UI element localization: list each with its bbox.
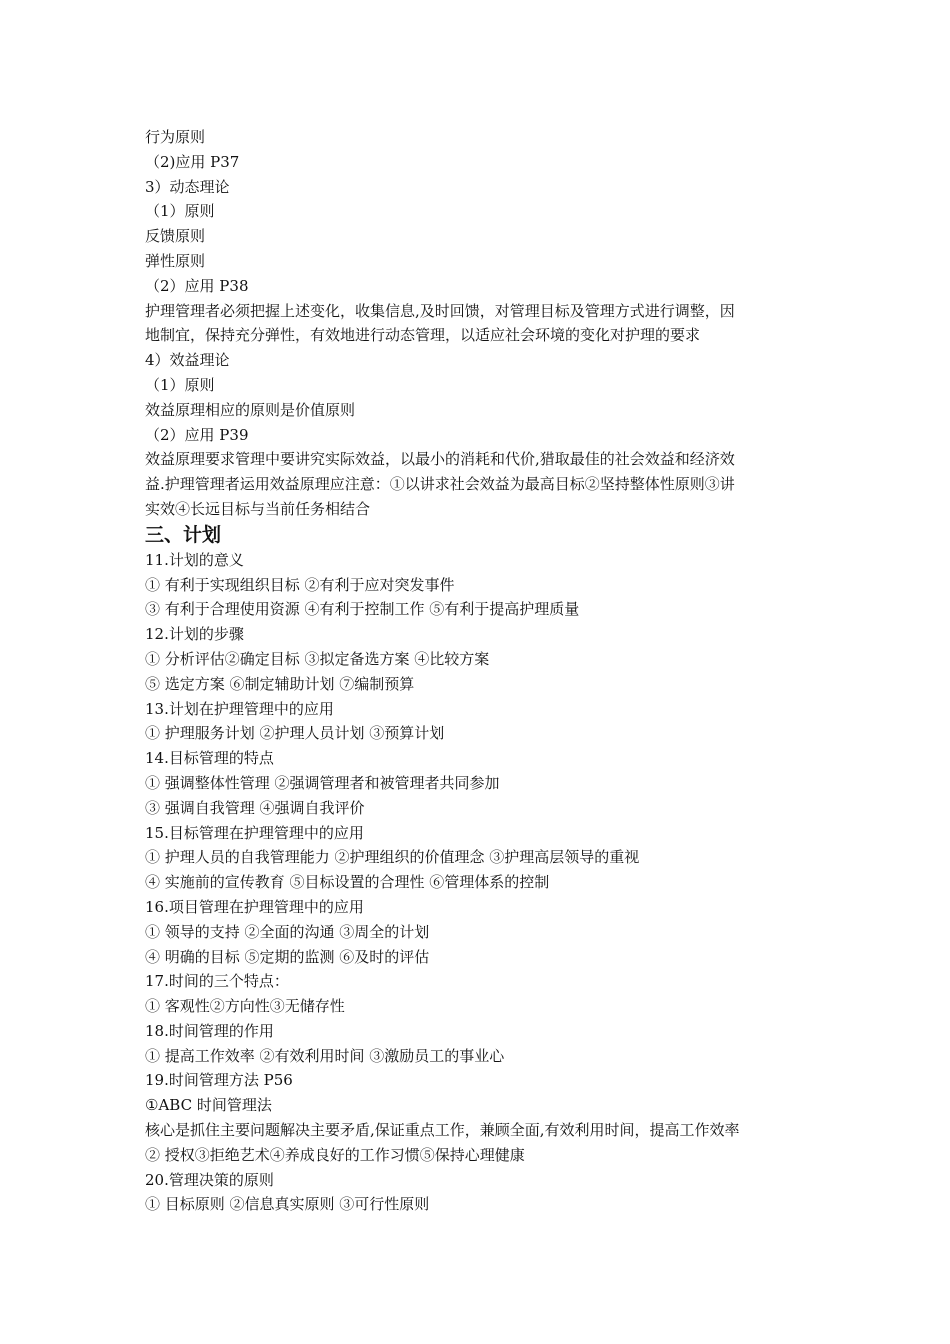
text-line: ② 授权③拒绝艺术④养成良好的工作习惯⑤保持心理健康 — [145, 1145, 525, 1164]
text-line: ①ABC 时间管理法 — [145, 1096, 272, 1115]
plan-section — [145, 548, 825, 1218]
text-line: ① 护理服务计划 ②护理人员计划 ③预算计划 — [145, 724, 445, 743]
text-line: （2）应用 P38 — [145, 276, 249, 295]
text-line: ① 客观性②方向性③无储存性 — [145, 997, 345, 1016]
text-line: 13.计划在护理管理中的应用 — [145, 699, 334, 718]
text-line: 18.时间管理的作用 — [145, 1021, 274, 1040]
text-line: ① 领导的支持 ②全面的沟通 ③周全的计划 — [145, 922, 430, 941]
text-line: 15.目标管理在护理管理中的应用 — [145, 823, 364, 842]
text-line: 行为原则 — [145, 128, 206, 146]
document-page — [145, 125, 825, 1217]
text-line: （1）原则 — [145, 375, 215, 394]
text-line: 实效④长远目标与当前任务相结合 — [145, 499, 371, 518]
text-line: 4）效益理论 — [145, 351, 230, 370]
text-line: ① 强调整体性管理 ②强调管理者和被管理者共同参加 — [145, 773, 500, 792]
text-line: 效益原理相应的原则是价值原则 — [145, 400, 356, 419]
text-line: （2)应用 P37 — [145, 152, 240, 171]
text-line: 护理管理者必须把握上述变化，收集信息,及时回馈，对管理目标及管理方式进行调整，因 — [145, 301, 735, 320]
text-line: ① 有利于实现组织目标 ②有利于应对突发事件 — [145, 575, 455, 594]
text-line: （1）原则 — [145, 202, 215, 221]
text-line: 弹性原则 — [145, 251, 206, 270]
text-line: ④ 实施前的宣传教育 ⑤目标设置的合理性 ⑥管理体系的控制 — [145, 873, 550, 892]
text-line: ① 提高工作效率 ②有效利用时间 ③激励员工的事业心 — [145, 1046, 505, 1065]
text-line: ① 护理人员的自我管理能力 ②护理组织的价值理念 ③护理高层领导的重视 — [145, 848, 640, 867]
text-line: ③ 有利于合理使用资源 ④有利于控制工作 ⑤有利于提高护理质量 — [145, 600, 580, 619]
text-line: ⑤ 选定方案 ⑥制定辅助计划 ⑦编制预算 — [145, 674, 415, 693]
text-line: 14.目标管理的特点 — [145, 749, 274, 768]
text-line: 益.护理管理者运用效益原理应注意：①以讲求社会效益为最高目标②坚持整体性原则③讲 — [145, 475, 735, 494]
text-line: （2）应用 P39 — [145, 425, 249, 444]
text-line: ① 分析评估②确定目标 ③拟定备选方案 ④比较方案 — [145, 649, 490, 668]
section-heading: 三、计划 — [145, 523, 222, 546]
text-line: 核心是抓住主要问题解决主要矛盾,保证重点工作，兼顾全面,有效利用时间，提高工作效率 — [145, 1121, 740, 1140]
text-line: 地制宜，保持充分弹性，有效地进行动态管理，以适应社会环境的变化对护理的要求 — [145, 326, 701, 345]
text-line: 19.时间管理方法 P56 — [145, 1071, 293, 1090]
text-line: 11.计划的意义 — [145, 550, 244, 569]
text-line: 16.项目管理在护理管理中的应用 — [145, 897, 364, 916]
text-line: 12.计划的步骤 — [145, 625, 244, 644]
text-line: 17.时间的三个特点： — [145, 972, 289, 991]
text-line: ④ 明确的目标 ⑤定期的监测 ⑥及时的评估 — [145, 947, 430, 966]
text-line: ③ 强调自我管理 ④强调自我评价 — [145, 798, 365, 817]
text-line: 3）动态理论 — [145, 177, 230, 196]
text-line: 20.管理决策的原则 — [145, 1170, 274, 1189]
text-line: 效益原理要求管理中要讲究实际效益，以最小的消耗和代价,猎取最佳的社会效益和经济效 — [145, 450, 735, 469]
text-line: ① 目标原则 ②信息真实原则 ③可行性原则 — [145, 1195, 430, 1214]
upper-section — [145, 125, 825, 522]
text-line: 反馈原则 — [145, 227, 206, 246]
